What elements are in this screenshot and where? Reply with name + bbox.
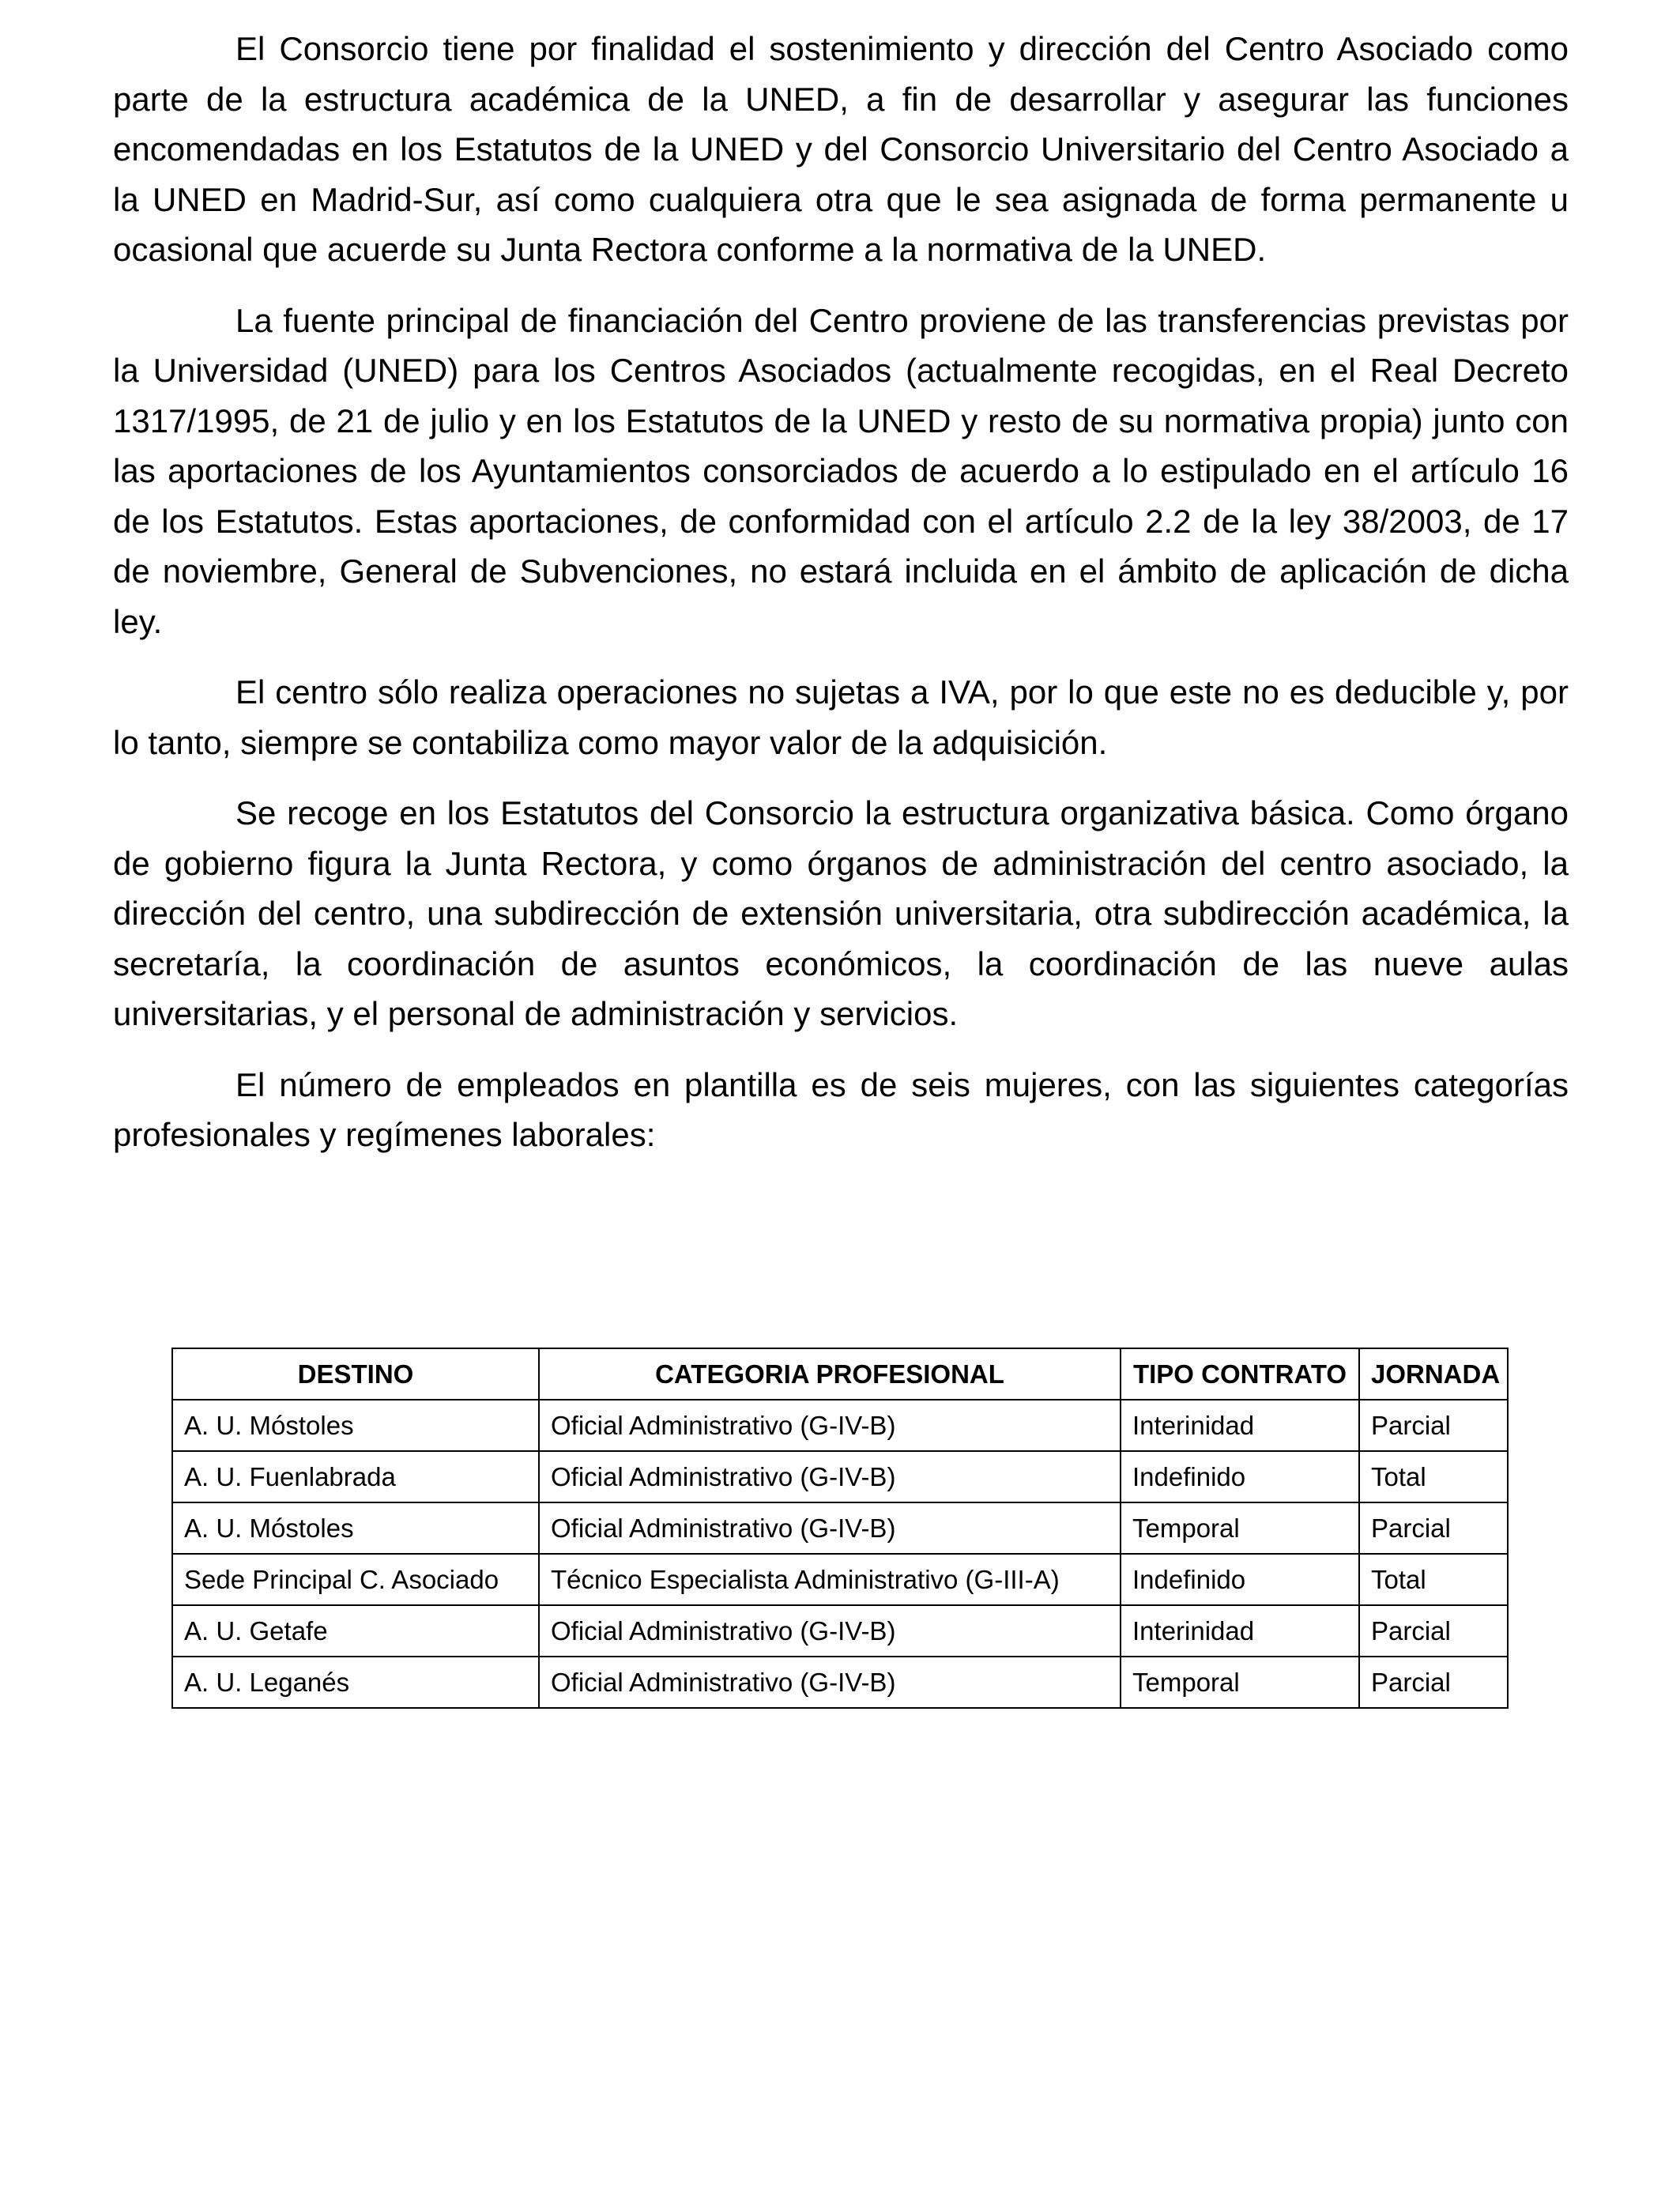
table-row [172,1605,1508,1657]
paragraph-purpose: El Consorcio tiene por finalidad el sostenimiento y dirección del Centro Asociado como parte de la estructura académica de la UNED, a fin de desarrollar y asegurar las funciones encomendadas en los Estatutos de la UNED y del Consorcio Universitario del Centro Asociado a la UNED en Madrid-Sur, así como cualquiera otra que le sea asignada de forma permanente u ocasional que acuerde su Junta Rectora conforme a la normativa de la UNED. [113,30,1569,268]
cell-tipo-contrato: Interinidad [1121,1400,1359,1451]
paragraph-structure: Se recoge en los Estatutos del Consorcio la estructura organizativa básica. Como órgano de gobierno figura la Junta Rectora, y como órganos de administración del centro asociado, la dirección del centro, una subdirección de extensión universitaria, otra subdirección académica, la secretaría, la coordinación de asuntos económicos, la coordinación de las nueve aulas universitarias, y el personal de administración y servicios. [113,794,1569,1032]
cell-categoria: Oficial Administrativo (G-IV-B) [539,1451,1121,1502]
table-row [172,1554,1508,1605]
body-text [113,24,1569,1181]
cell-jornada: Total [1359,1554,1508,1605]
paragraph-employees: El número de empleados en plantilla es de seis mujeres, con las siguientes categorías profesionales y regímenes laborales: [113,1065,1569,1153]
cell-categoria: Técnico Especialista Administrativo (G-III-A) [539,1554,1121,1605]
cell-jornada: Parcial [1359,1657,1508,1708]
cell-tipo-contrato: Indefinido [1121,1451,1359,1502]
table-row [172,1400,1508,1451]
paragraph-vat: El centro sólo realiza operaciones no sujetas a IVA, por lo que este no es deducible y, por lo tanto, siempre se contabiliza como mayor valor de la adquisición. [113,673,1569,761]
header-jornada: JORNADA [1359,1348,1508,1400]
cell-destino: A. U. Getafe [172,1605,539,1657]
cell-categoria: Oficial Administrativo (G-IV-B) [539,1502,1121,1554]
staff-table-container [171,1348,1507,1709]
cell-jornada: Total [1359,1451,1508,1502]
cell-jornada: Parcial [1359,1400,1508,1451]
table-row [172,1451,1508,1502]
table-row [172,1657,1508,1708]
cell-destino: Sede Principal C. Asociado [172,1554,539,1605]
paragraph-funding: La fuente principal de financiación del Centro proviene de las transferencias previstas por la Universidad (UNED) para los Centros Asociados (actualmente recogidas, en el Real Decreto 1317/1995, de 21 de julio y en los Estatutos de la UNED y resto de su normativa propia) junto con las aportaciones de los Ayuntamientos consorciados de acuerdo a lo estipulado en el artículo 16 de los Estatutos. Estas aportaciones, de conformidad con el artículo 2.2 de la ley 38/2003, de 17 de noviembre, General de Subvenciones, no estará incluida en el ámbito de aplicación de dicha ley. [113,301,1569,640]
header-destino: DESTINO [172,1348,539,1400]
cell-jornada: Parcial [1359,1605,1508,1657]
cell-tipo-contrato: Temporal [1121,1502,1359,1554]
table-row [172,1502,1508,1554]
cell-destino: A. U. Móstoles [172,1400,539,1451]
cell-destino: A. U. Fuenlabrada [172,1451,539,1502]
table-header-row [172,1348,1508,1400]
cell-tipo-contrato: Temporal [1121,1657,1359,1708]
staff-table [171,1348,1509,1709]
header-categoria: CATEGORIA PROFESIONAL [539,1348,1121,1400]
header-tipo-contrato: TIPO CONTRATO [1121,1348,1359,1400]
cell-categoria: Oficial Administrativo (G-IV-B) [539,1605,1121,1657]
cell-categoria: Oficial Administrativo (G-IV-B) [539,1657,1121,1708]
cell-categoria: Oficial Administrativo (G-IV-B) [539,1400,1121,1451]
cell-destino: A. U. Móstoles [172,1502,539,1554]
cell-jornada: Parcial [1359,1502,1508,1554]
cell-tipo-contrato: Indefinido [1121,1554,1359,1605]
cell-tipo-contrato: Interinidad [1121,1605,1359,1657]
cell-destino: A. U. Leganés [172,1657,539,1708]
